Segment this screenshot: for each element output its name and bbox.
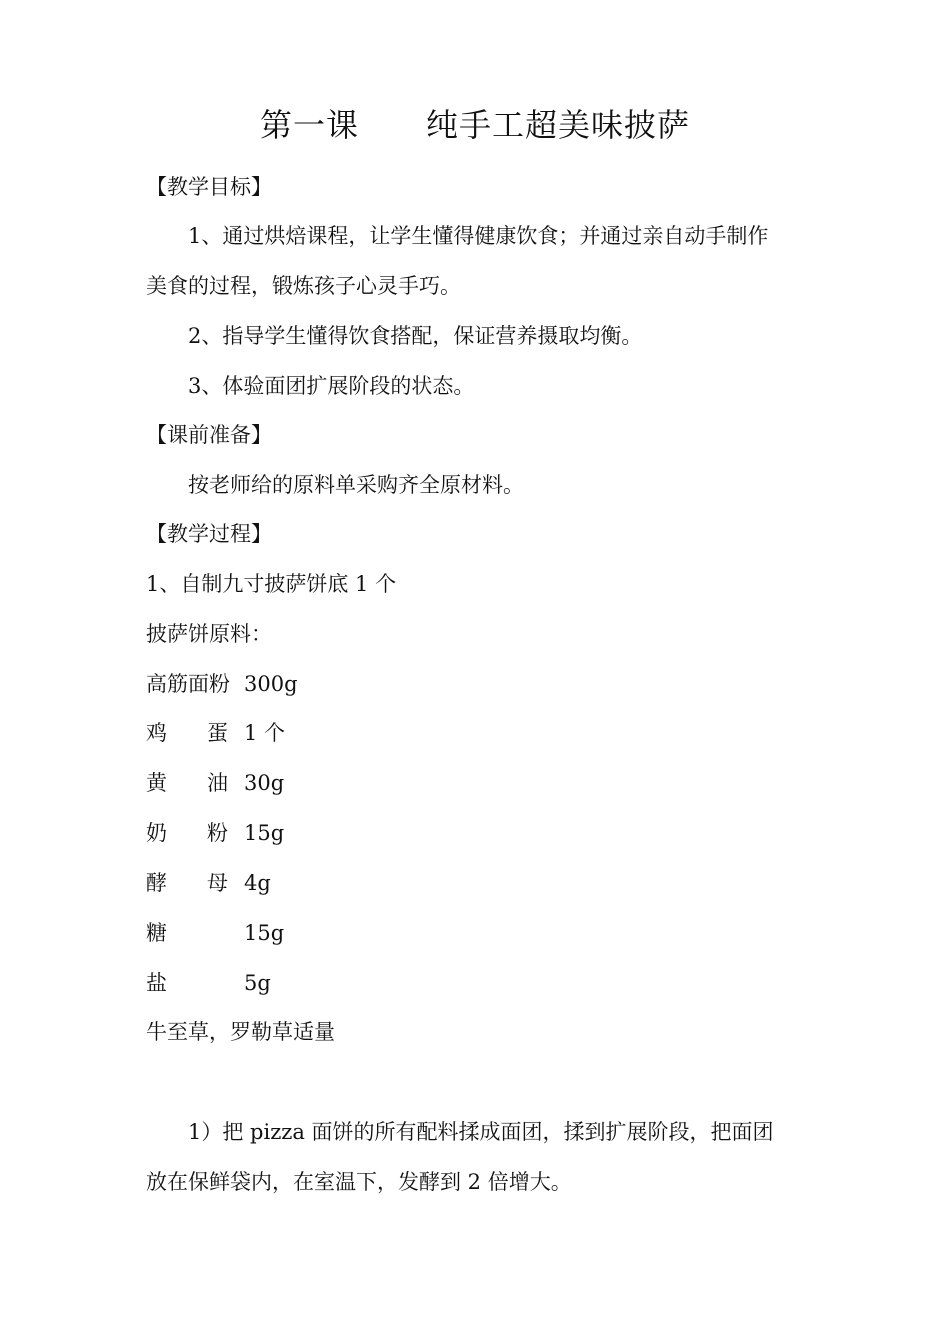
ingredient-amount: 5g — [244, 971, 271, 995]
objective-2: 2、指导学生懂得饮食搭配，保证营养摄取均衡。 — [188, 324, 643, 348]
herbs-line: 牛至草，罗勒草适量 — [146, 1020, 335, 1044]
ingredient-amount: 300g — [244, 672, 298, 696]
process-heading: 【教学过程】 — [146, 522, 272, 546]
ingredient-name: 酵 母 — [146, 871, 229, 895]
page-title: 第一课 纯手工超美味披萨 — [259, 106, 691, 144]
ingredient-name: 鸡 蛋 — [146, 721, 229, 745]
objective-1-line-1: 1、通过烘焙课程，让学生懂得健康饮食；并通过亲自动手制作 — [188, 224, 769, 248]
ingredient-amount: 4g — [244, 871, 271, 895]
procedure-step-1-line-2: 放在保鲜袋内，在室温下，发酵到 2 倍增大。 — [146, 1170, 572, 1194]
objective-3: 3、体验面团扩展阶段的状态。 — [188, 374, 475, 398]
prep-heading: 【课前准备】 — [146, 423, 272, 447]
ingredient-amount: 15g — [244, 921, 285, 945]
ingredient-name: 盐 — [146, 971, 167, 995]
ingredient-name: 高筋面粉 — [146, 672, 230, 696]
ingredient-amount: 1 个 — [244, 721, 286, 745]
ingredient-amount: 15g — [244, 821, 285, 845]
objective-1-line-2: 美食的过程，锻炼孩子心灵手巧。 — [146, 274, 461, 298]
ingredients-heading: 披萨饼原料： — [146, 622, 272, 646]
ingredient-amount: 30g — [244, 771, 285, 795]
objectives-heading: 【教学目标】 — [146, 175, 272, 199]
ingredient-name: 糖 — [146, 921, 167, 945]
step-1-heading: 1、自制九寸披萨饼底 1 个 — [146, 572, 397, 596]
procedure-step-1-line-1: 1）把 pizza 面饼的所有配料揉成面团，揉到扩展阶段，把面团 — [188, 1120, 774, 1144]
ingredient-name: 奶 粉 — [146, 821, 229, 845]
ingredient-name: 黄 油 — [146, 771, 229, 795]
prep-text: 按老师给的原料单采购齐全原材料。 — [188, 473, 524, 497]
